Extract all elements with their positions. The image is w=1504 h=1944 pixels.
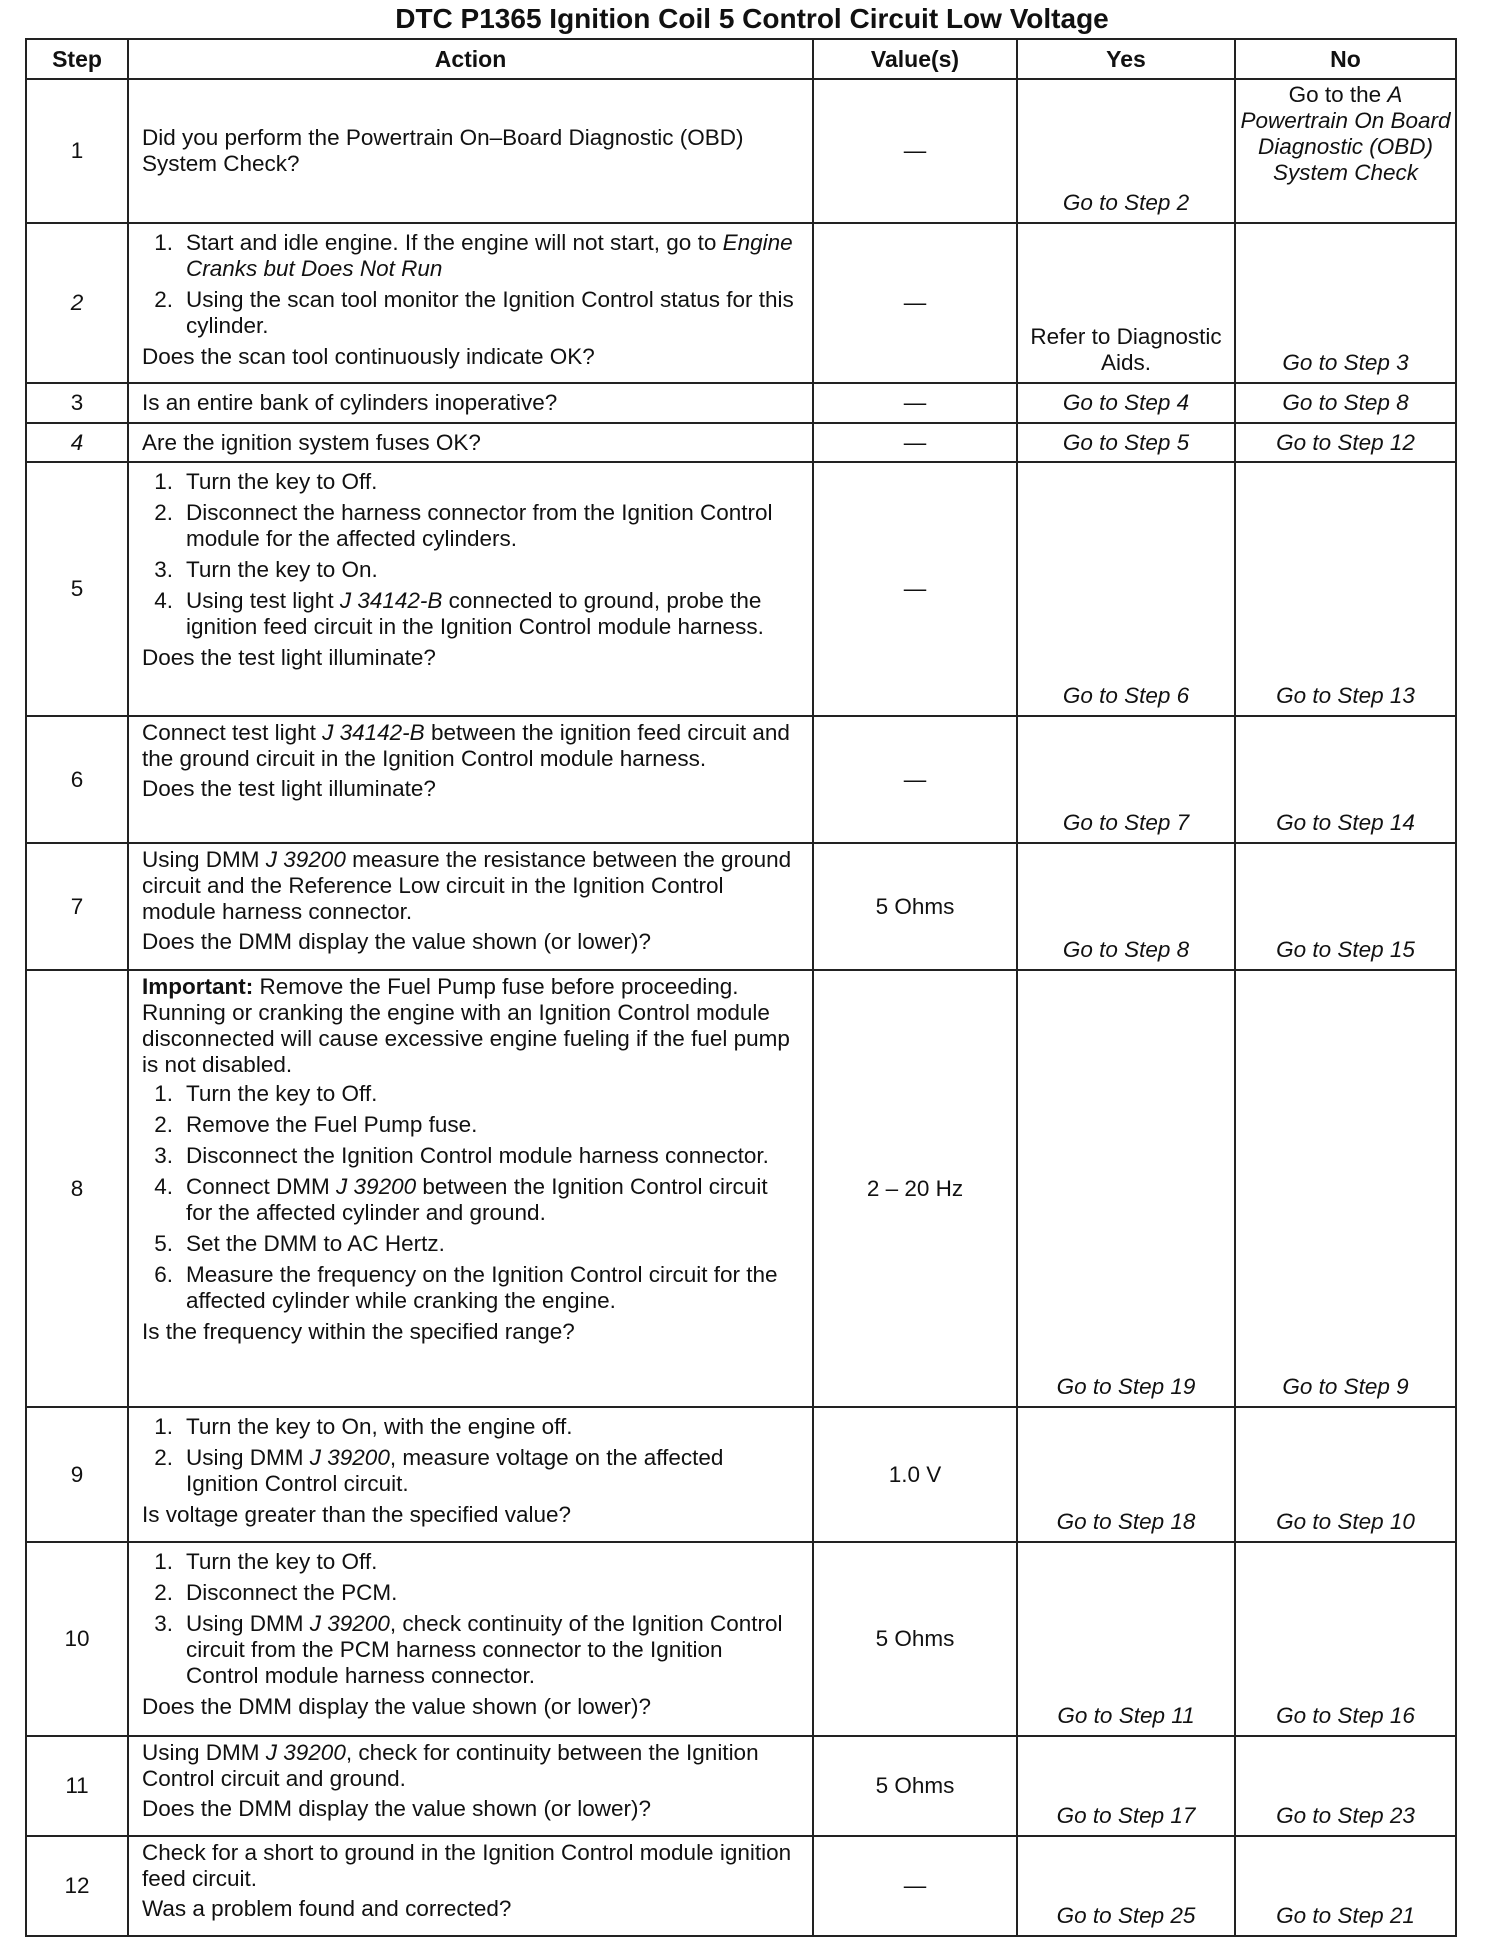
- table-row: [26, 383, 1456, 423]
- action-question: Does the test light illuminate?: [142, 645, 436, 670]
- action-instruction: [142, 1840, 800, 1892]
- action-question: Does the scan tool continuously indicate OK?: [142, 344, 595, 369]
- instruction-item: [142, 1262, 800, 1314]
- table-row: [26, 223, 1456, 383]
- instruction-item: [142, 557, 800, 583]
- action-text: connected to ground, probe the ignition feed circuit in the Ignition Control module harness.: [186, 588, 764, 639]
- step-number: 9: [26, 1407, 128, 1542]
- instruction-item: [142, 1580, 800, 1606]
- no-result: Go to Step 14: [1276, 810, 1415, 835]
- instruction-number: 1.: [154, 1549, 173, 1574]
- no-result: Go to Step 16: [1276, 1703, 1415, 1728]
- no-result: Go to Step 12: [1276, 429, 1415, 455]
- instruction-list: [142, 469, 800, 640]
- table-row: [26, 79, 1456, 223]
- value-cell: 5 Ohms: [813, 1542, 1017, 1736]
- no-result: Go to Step 9: [1282, 1374, 1409, 1399]
- action-text: Turn the key to Off.: [186, 469, 378, 494]
- action-text: Using DMM: [142, 847, 266, 872]
- instruction-number: 3.: [154, 1143, 173, 1168]
- instruction-text: [186, 1611, 800, 1689]
- tool-reference: J 34142-B: [322, 720, 425, 745]
- value-cell: —: [813, 716, 1017, 843]
- instruction-item: [142, 1174, 800, 1226]
- col-header-step: Step: [26, 39, 128, 79]
- instruction-text: [186, 1262, 800, 1314]
- no-result-prefix: Go to the: [1288, 82, 1388, 107]
- table-row: [26, 1836, 1456, 1936]
- action-text: Disconnect the Ignition Control module harness connector.: [186, 1143, 769, 1168]
- action-question: Is voltage greater than the specified value?: [142, 1502, 572, 1527]
- instruction-text: [186, 1143, 800, 1169]
- value-cell: —: [813, 423, 1017, 462]
- no-result: Go to Step 8: [1282, 390, 1409, 415]
- value-cell: —: [813, 383, 1017, 423]
- action-cell: [128, 1736, 813, 1836]
- no-cell: [1235, 462, 1456, 716]
- instruction-text: [186, 230, 800, 282]
- no-result: Go to Step 23: [1276, 1803, 1415, 1828]
- yes-cell: [1017, 843, 1235, 970]
- action-cell: [128, 223, 813, 383]
- instruction-list: [142, 1081, 800, 1314]
- action-question: Does the DMM display the value shown (or lower)?: [142, 1694, 651, 1719]
- no-cell: [1235, 383, 1456, 423]
- action-question: Is an entire bank of cylinders inoperative?: [142, 390, 558, 415]
- yes-cell: [1017, 223, 1235, 383]
- action-text: measure the resistance between the ground circuit and the Reference Low circuit in the Ignition Control module harness connector.: [142, 847, 792, 924]
- instruction-number: 4.: [154, 1174, 173, 1199]
- yes-result: Go to Step 6: [1062, 683, 1190, 708]
- table-row: [26, 1736, 1456, 1836]
- no-cell: [1235, 1836, 1456, 1936]
- no-result: Go to Step 21: [1276, 1903, 1415, 1928]
- document-title: DTC P1365 Ignition Coil 5 Control Circuit Low Voltage: [395, 3, 1109, 34]
- instruction-number: 6.: [154, 1262, 173, 1287]
- col-header-action: Action: [128, 39, 813, 79]
- instruction-number: 1.: [154, 1081, 173, 1106]
- value-cell: 5 Ohms: [813, 843, 1017, 970]
- col-header-no: No: [1235, 39, 1456, 79]
- instruction-text: [186, 1580, 800, 1606]
- table-row: [26, 843, 1456, 970]
- action-text: Measure the frequency on the Ignition Control circuit for the affected cylinder while cranking the engine.: [186, 1262, 778, 1313]
- instruction-list: [142, 1414, 800, 1497]
- yes-result: Go to Step 17: [1056, 1803, 1196, 1828]
- instruction-text: [186, 287, 800, 339]
- instruction-number: 5.: [154, 1231, 173, 1256]
- instruction-number: 2.: [154, 1112, 173, 1137]
- instruction-item: [142, 500, 800, 552]
- step-number: 8: [26, 970, 128, 1407]
- action-cell: [128, 383, 813, 423]
- instruction-item: [142, 1549, 800, 1575]
- table-row: [26, 970, 1456, 1407]
- instruction-text: [186, 1081, 800, 1107]
- yes-result: Go to Step 11: [1057, 1703, 1195, 1728]
- instruction-number: 1.: [154, 230, 173, 255]
- instruction-item: [142, 230, 800, 282]
- action-instruction: [142, 847, 800, 925]
- instruction-item: [142, 588, 800, 640]
- yes-result: Go to Step 18: [1056, 1509, 1196, 1534]
- tool-reference: J 34142-B: [339, 588, 443, 613]
- table-row: [26, 1542, 1456, 1736]
- instruction-number: 1.: [154, 1414, 173, 1439]
- important-label: Important:: [142, 974, 254, 999]
- instruction-item: [142, 469, 800, 495]
- action-text: Using the scan tool monitor the Ignition Control status for this cylinder.: [186, 287, 794, 338]
- action-text: Set the DMM to AC Hertz.: [186, 1231, 445, 1256]
- instruction-item: [142, 1445, 800, 1497]
- yes-cell: [1017, 79, 1235, 223]
- yes-result: Refer to Diagnostic Aids.: [1030, 324, 1222, 375]
- instruction-text: [186, 1445, 800, 1497]
- yes-result: Go to Step 25: [1056, 1903, 1196, 1928]
- yes-cell: [1017, 383, 1235, 423]
- yes-cell: [1017, 716, 1235, 843]
- instruction-item: [142, 1414, 800, 1440]
- action-text: Connect DMM: [186, 1174, 337, 1199]
- no-cell: [1235, 1407, 1456, 1542]
- yes-result: Go to Step 8: [1062, 937, 1190, 962]
- instruction-item: [142, 1231, 800, 1257]
- step-number: 10: [26, 1542, 128, 1736]
- action-question: Did you perform the Powertrain On–Board Diagnostic (OBD) System Check?: [142, 125, 744, 176]
- action-cell: [128, 79, 813, 223]
- yes-result: Go to Step 2: [1062, 190, 1190, 215]
- yes-cell: [1017, 1836, 1235, 1936]
- value-cell: —: [813, 223, 1017, 383]
- table-row: [26, 423, 1456, 462]
- value-cell: —: [813, 79, 1017, 223]
- action-cell: [128, 843, 813, 970]
- col-header-yes: Yes: [1017, 39, 1235, 79]
- no-cell: [1235, 423, 1456, 462]
- col-header-values: Value(s): [813, 39, 1017, 79]
- action-cell: [128, 970, 813, 1407]
- step-number: 3: [26, 383, 128, 423]
- instruction-number: 2.: [154, 500, 173, 525]
- instruction-item: [142, 1143, 800, 1169]
- action-cell: [128, 1836, 813, 1936]
- action-text: Check for a short to ground in the Ignition Control module ignition feed circuit.: [142, 1840, 792, 1891]
- action-cell: [128, 423, 813, 462]
- no-result: Go to Step 13: [1276, 683, 1415, 708]
- action-question: Does the test light illuminate?: [142, 776, 436, 801]
- no-cell: [1235, 1542, 1456, 1736]
- action-cell: [128, 1542, 813, 1736]
- action-text: Disconnect the harness connector from the Ignition Control module for the affected cylinders.: [186, 500, 773, 551]
- no-cell: [1235, 843, 1456, 970]
- no-cell: [1235, 716, 1456, 843]
- action-cell: [128, 1407, 813, 1542]
- yes-result: Go to Step 7: [1062, 810, 1190, 835]
- step-number: 4: [26, 423, 128, 462]
- action-cell: [128, 462, 813, 716]
- action-text: Turn the key to On, with the engine off.: [186, 1414, 573, 1439]
- instruction-item: [142, 1112, 800, 1138]
- value-cell: 5 Ohms: [813, 1736, 1017, 1836]
- yes-cell: [1017, 423, 1235, 462]
- step-number: 11: [26, 1736, 128, 1836]
- yes-cell: [1017, 1736, 1235, 1836]
- action-text: Start and idle engine. If the engine will not start, go to: [186, 230, 723, 255]
- instruction-text: [186, 1549, 800, 1575]
- instruction-number: 3.: [154, 1611, 173, 1636]
- no-cell: [1235, 1736, 1456, 1836]
- instruction-text: [186, 500, 800, 552]
- action-text: Turn the key to Off.: [186, 1549, 378, 1574]
- table-header-row: [26, 39, 1456, 79]
- table-row: [26, 462, 1456, 716]
- action-text: Remove the Fuel Pump fuse.: [186, 1112, 478, 1137]
- instruction-number: 2.: [154, 1580, 173, 1605]
- no-result: Go to Step 10: [1276, 1509, 1415, 1534]
- tool-reference: J 39200: [336, 1174, 417, 1199]
- step-number: 7: [26, 843, 128, 970]
- no-result-link: A Powertrain On Board Diagnostic (OBD) System Check: [1240, 82, 1451, 185]
- no-cell: [1235, 223, 1456, 383]
- tool-reference: J 39200: [265, 1740, 346, 1765]
- no-cell: [1235, 79, 1456, 223]
- yes-result: Go to Step 5: [1062, 429, 1190, 455]
- action-question: Does the DMM display the value shown (or lower)?: [142, 929, 651, 954]
- action-text: , check for continuity between the Ignition Control circuit and ground.: [142, 1740, 759, 1791]
- instruction-item: [142, 1081, 800, 1107]
- instruction-number: 2.: [154, 1445, 173, 1470]
- action-text: , check continuity of the Ignition Control circuit from the PCM harness connector to the Ignition Control module harness connector.: [186, 1611, 783, 1688]
- action-question: Was a problem found and corrected?: [142, 1896, 512, 1921]
- action-text: Using test light: [186, 588, 340, 613]
- action-instruction: [142, 1740, 800, 1792]
- diagnostic-table: [25, 38, 1457, 1937]
- instruction-item: [142, 1611, 800, 1689]
- yes-result: Go to Step 19: [1056, 1374, 1196, 1399]
- instruction-text: [186, 469, 800, 495]
- action-cell: [128, 716, 813, 843]
- table-body: [26, 79, 1456, 1936]
- tool-reference: J 39200: [265, 847, 346, 872]
- instruction-text: [186, 557, 800, 583]
- action-text: between the ignition feed circuit and the ground circuit in the Ignition Control module harness.: [142, 720, 790, 771]
- value-cell: 2 – 20 Hz: [813, 970, 1017, 1407]
- instruction-number: 3.: [154, 557, 173, 582]
- action-text: , measure voltage on the affected Ignition Control circuit.: [186, 1445, 724, 1496]
- action-question: Does the DMM display the value shown (or lower)?: [142, 1796, 651, 1821]
- tool-reference: Engine Cranks but Does Not Run: [186, 230, 793, 281]
- instruction-item: [142, 287, 800, 339]
- action-text: Turn the key to Off.: [186, 1081, 378, 1106]
- tool-reference: J 39200: [309, 1611, 390, 1636]
- instruction-list: [142, 1549, 800, 1689]
- step-number: 5: [26, 462, 128, 716]
- step-number: 12: [26, 1836, 128, 1936]
- yes-cell: [1017, 1542, 1235, 1736]
- step-number: 6: [26, 716, 128, 843]
- value-cell: —: [813, 1836, 1017, 1936]
- instruction-text: [186, 1414, 800, 1440]
- yes-result: Go to Step 4: [1062, 390, 1190, 415]
- action-instruction: [142, 720, 800, 772]
- instruction-text: [186, 1231, 800, 1257]
- action-text: Disconnect the PCM.: [186, 1580, 398, 1605]
- step-number: 1: [26, 79, 128, 223]
- instruction-number: 4.: [154, 588, 173, 613]
- no-result: Go to Step 3: [1282, 350, 1409, 375]
- table-row: [26, 1407, 1456, 1542]
- step-number: 2: [26, 223, 128, 383]
- no-result: Go to Step 15: [1276, 937, 1415, 962]
- action-question: Is the frequency within the specified range?: [142, 1319, 575, 1344]
- instruction-text: [186, 588, 800, 640]
- instruction-number: 2.: [154, 287, 173, 312]
- tool-reference: J 39200: [309, 1445, 390, 1470]
- action-question: Are the ignition system fuses OK?: [142, 429, 481, 455]
- instruction-text: [186, 1112, 800, 1138]
- action-text: Connect test light: [142, 720, 323, 745]
- instruction-number: 1.: [154, 469, 173, 494]
- action-text: Turn the key to On.: [186, 557, 378, 582]
- no-cell: [1235, 970, 1456, 1407]
- yes-cell: [1017, 1407, 1235, 1542]
- yes-cell: [1017, 462, 1235, 716]
- action-text: Using DMM: [186, 1445, 310, 1470]
- yes-cell: [1017, 970, 1235, 1407]
- important-text: Remove the Fuel Pump fuse before proceeding. Running or cranking the engine with an Ignition Control module disconnected will cause excessive engine fueling if the fuel pump is not disabled.: [142, 974, 790, 1077]
- instruction-list: [142, 230, 800, 339]
- action-text: Using DMM: [186, 1611, 310, 1636]
- table-row: [26, 716, 1456, 843]
- instruction-text: [186, 1174, 800, 1226]
- value-cell: —: [813, 462, 1017, 716]
- action-text: Using DMM: [142, 1740, 266, 1765]
- value-cell: 1.0 V: [813, 1407, 1017, 1542]
- important-note: [142, 974, 800, 1078]
- action-text: between the Ignition Control circuit for the affected cylinder and ground.: [186, 1174, 768, 1225]
